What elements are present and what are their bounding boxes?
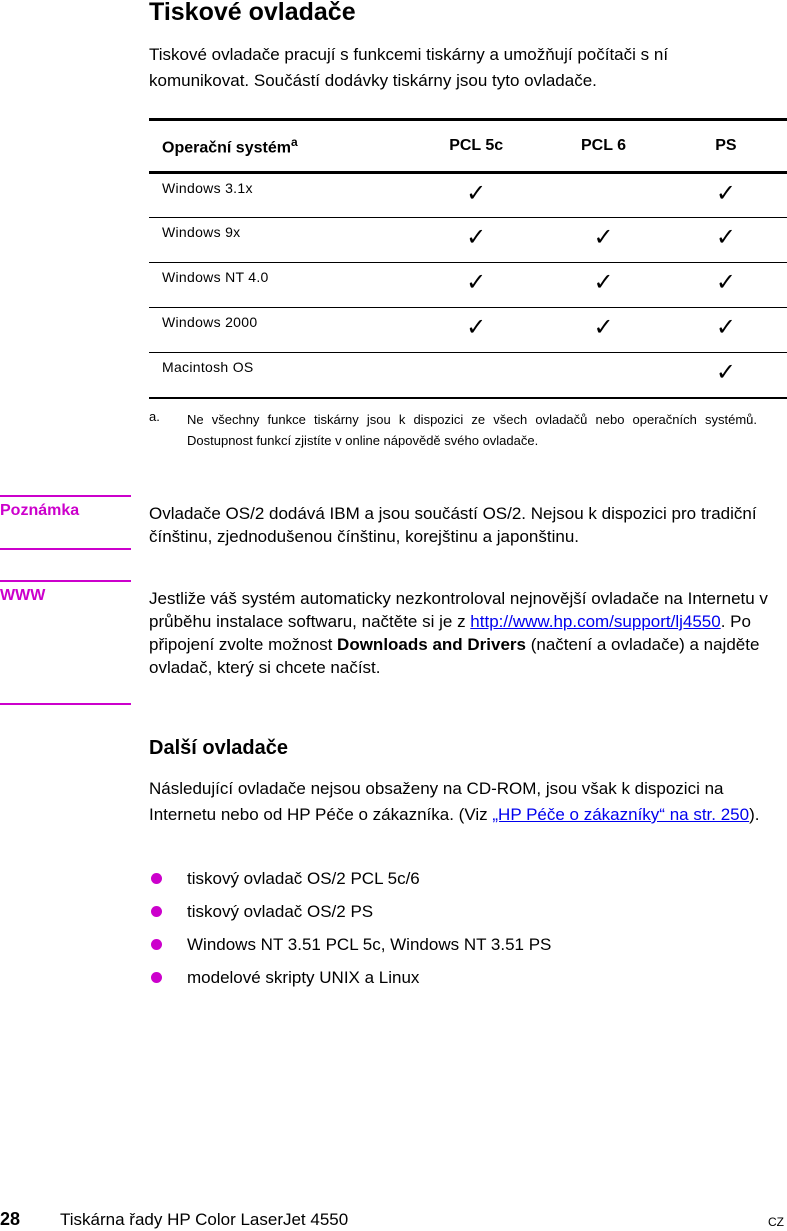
footnote-text: Ne všechny funkce tiskárny jsou k dispozici ze všech ovladačů nebo operačních systémů. Dostupnost funkcí zjistíte v online nápovědě svého ovladače. bbox=[187, 412, 757, 448]
section-paragraph bbox=[149, 776, 785, 828]
page-number: 28 bbox=[0, 1209, 21, 1229]
www-text-middle: . Po připojení zvolte možnost bbox=[149, 612, 751, 654]
header-pcl6: PCL 6 bbox=[542, 120, 664, 173]
check-mark-icon: ✓ bbox=[665, 263, 787, 308]
check-mark-icon: ✓ bbox=[410, 218, 542, 263]
section-text-start: Následující ovladače nejsou obsaženy na CD-ROM, jsou však k dispozici na Internetu nebo od HP Péče o zákazníka. (Viz bbox=[149, 779, 724, 824]
header-ps: PS bbox=[665, 120, 787, 173]
list-item bbox=[149, 932, 551, 965]
bullet-icon bbox=[151, 906, 162, 917]
note-rule-bottom bbox=[0, 548, 131, 550]
bullet-icon bbox=[151, 939, 162, 950]
list-item bbox=[149, 866, 551, 899]
bullet-icon bbox=[151, 972, 162, 983]
check-mark-icon: ✓ bbox=[542, 263, 664, 308]
downloads-drivers-label: Downloads and Drivers bbox=[337, 635, 526, 654]
check-mark-icon: ✓ bbox=[665, 308, 787, 353]
table-row bbox=[149, 218, 787, 263]
check-mark-icon: ✓ bbox=[665, 353, 787, 398]
list-item-text: modelové skripty UNIX a Linux bbox=[187, 968, 420, 987]
check-mark-icon bbox=[542, 173, 664, 218]
footer-language: CZ bbox=[768, 1215, 784, 1229]
row-os: Windows 9x bbox=[149, 218, 410, 263]
header-pcl5c: PCL 5c bbox=[410, 120, 542, 173]
header-os-label: Operační systém bbox=[162, 139, 291, 157]
intro-paragraph: Tiskové ovladače pracují s funkcemi tiskárny a umožňují počítači s ní komunikovat. Součástí dodávky tiskárny jsou tyto ovladače. bbox=[149, 45, 669, 90]
www-text bbox=[149, 587, 784, 679]
table-header-row bbox=[149, 120, 787, 173]
footnote-ref: a bbox=[290, 134, 298, 149]
bullet-icon bbox=[151, 873, 162, 884]
row-os: Windows 3.1x bbox=[149, 173, 410, 218]
www-text-end: (načtení a ovladače) a najděte ovladač, který si chcete načíst. bbox=[149, 635, 760, 677]
check-mark-icon: ✓ bbox=[542, 218, 664, 263]
www-rule-top bbox=[0, 580, 131, 582]
section-text-end: ). bbox=[749, 805, 760, 824]
list-item bbox=[149, 899, 551, 932]
page-title: Tiskové ovladače bbox=[149, 0, 356, 26]
driver-list bbox=[149, 866, 551, 998]
row-os: Macintosh OS bbox=[149, 353, 410, 398]
driver-table bbox=[149, 118, 787, 399]
list-item-text: Windows NT 3.51 PCL 5c, Windows NT 3.51 PS bbox=[187, 935, 552, 954]
section-title: Další ovladače bbox=[149, 737, 288, 759]
note-text: Ovladače OS/2 dodává IBM a jsou součástí OS/2. Nejsou k dispozici pro tradiční čínštinu, zjednodušenou čínštinu, korejštinu a japonštinu. bbox=[149, 504, 757, 546]
www-rule-bottom bbox=[0, 703, 131, 705]
footnote-label: a. bbox=[149, 409, 160, 424]
note-label: Poznámka bbox=[0, 502, 80, 519]
check-mark-icon: ✓ bbox=[410, 308, 542, 353]
list-item-text: tiskový ovladač OS/2 PCL 5c/6 bbox=[187, 869, 420, 888]
www-text-start: Jestliže váš systém automaticky nezkontroloval nejnovější ovladače na Internetu v průběhu instalace softwaru, načtěte si je z bbox=[149, 589, 768, 631]
table-row bbox=[149, 173, 787, 218]
check-mark-icon bbox=[542, 353, 664, 398]
header-os bbox=[149, 120, 410, 173]
table-row bbox=[149, 263, 787, 308]
check-mark-icon: ✓ bbox=[665, 173, 787, 218]
support-link[interactable]: http://www.hp.com/support/lj4550 bbox=[470, 612, 721, 631]
list-item-text: tiskový ovladač OS/2 PS bbox=[187, 902, 374, 921]
check-mark-icon: ✓ bbox=[410, 173, 542, 218]
check-mark-icon: ✓ bbox=[410, 263, 542, 308]
table-row bbox=[149, 353, 787, 398]
list-item bbox=[149, 965, 551, 998]
customer-care-link[interactable]: „HP Péče o zákazníky“ na str. 250 bbox=[492, 805, 750, 824]
table-row bbox=[149, 308, 787, 353]
check-mark-icon: ✓ bbox=[542, 308, 664, 353]
www-label: WWW bbox=[0, 587, 46, 604]
footer-title: Tiskárna řady HP Color LaserJet 4550 bbox=[60, 1210, 349, 1229]
row-os: Windows 2000 bbox=[149, 308, 410, 353]
note-rule-top bbox=[0, 495, 131, 497]
check-mark-icon: ✓ bbox=[665, 218, 787, 263]
check-mark-icon bbox=[410, 353, 542, 398]
row-os: Windows NT 4.0 bbox=[149, 263, 410, 308]
